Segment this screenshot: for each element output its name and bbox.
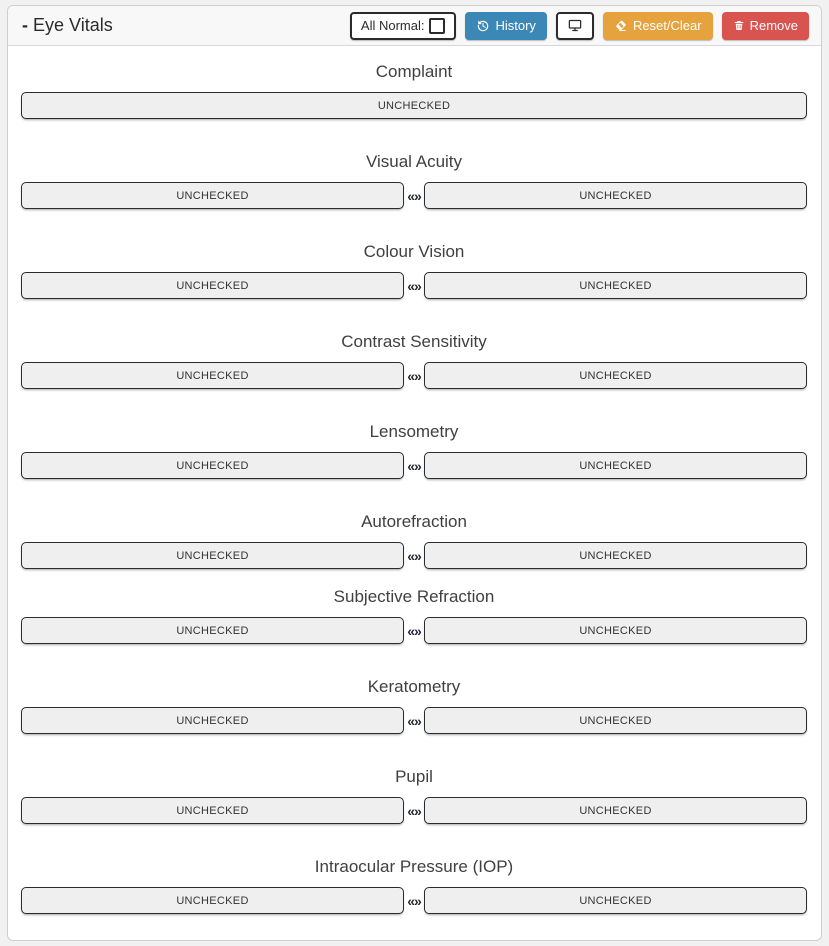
swap-eyes-icon[interactable]: «»: [407, 802, 421, 819]
history-button[interactable]: [465, 12, 546, 40]
unchecked-button-left[interactable]: UNCHECKED: [21, 797, 404, 824]
all-normal-label: All Normal:: [360, 18, 425, 33]
unchecked-button-right[interactable]: UNCHECKED: [424, 797, 807, 824]
reset-clear-label: Reset/Clear: [632, 18, 702, 33]
section-button-row: [21, 707, 807, 734]
collapse-toggle[interactable]: -: [22, 15, 28, 35]
panel-title-text: Eye Vitals: [33, 15, 113, 35]
swap-eyes-icon[interactable]: «»: [407, 457, 421, 474]
all-normal-button[interactable]: [350, 12, 457, 40]
unchecked-button-left[interactable]: UNCHECKED: [21, 362, 404, 389]
desktop-screen-icon: [567, 18, 583, 33]
all-normal-checkbox[interactable]: [429, 18, 445, 34]
vitals-section: [21, 330, 807, 389]
vitals-section: [21, 765, 807, 824]
vitals-section: [21, 240, 807, 299]
swap-eyes-icon[interactable]: «»: [407, 367, 421, 384]
unchecked-button-left[interactable]: UNCHECKED: [21, 887, 404, 914]
vitals-section: [21, 675, 807, 734]
vitals-section: [21, 420, 807, 479]
unchecked-button-left[interactable]: UNCHECKED: [21, 272, 404, 299]
section-title: Visual Acuity: [365, 152, 463, 171]
section-title: Complaint: [375, 62, 453, 81]
reset-clear-button[interactable]: [603, 12, 713, 40]
section-button-row: [21, 92, 807, 119]
section-title: Lensometry: [369, 422, 459, 441]
unchecked-button-right[interactable]: UNCHECKED: [424, 707, 807, 734]
vitals-section: [21, 855, 807, 914]
section-title: Subjective Refraction: [333, 587, 495, 606]
panel-header: [8, 6, 821, 46]
section-title: Pupil: [395, 767, 433, 786]
section-title: Intraocular Pressure (IOP): [314, 857, 514, 876]
unchecked-button-right[interactable]: UNCHECKED: [424, 272, 807, 299]
unchecked-button-right[interactable]: UNCHECKED: [424, 617, 807, 644]
swap-eyes-icon[interactable]: «»: [407, 892, 421, 909]
section-title: Keratometry: [367, 677, 461, 696]
section-button-row: [21, 272, 807, 299]
unchecked-button-left[interactable]: UNCHECKED: [21, 707, 404, 734]
screen-share-button[interactable]: [556, 12, 594, 40]
section-button-row: [21, 542, 807, 569]
vitals-section: [21, 585, 807, 644]
swap-eyes-icon[interactable]: «»: [407, 547, 421, 564]
swap-eyes-icon[interactable]: «»: [407, 187, 421, 204]
panel-title: [22, 15, 113, 36]
section-button-row: [21, 182, 807, 209]
sections-container: [8, 60, 821, 914]
vitals-section: [21, 150, 807, 209]
swap-eyes-icon[interactable]: «»: [407, 712, 421, 729]
eye-vitals-panel: [7, 5, 822, 941]
unchecked-button-left[interactable]: UNCHECKED: [21, 182, 404, 209]
remove-button[interactable]: [722, 12, 809, 40]
unchecked-button-right[interactable]: UNCHECKED: [424, 887, 807, 914]
section-button-row: [21, 617, 807, 644]
history-label: History: [495, 18, 536, 33]
section-title: Colour Vision: [363, 242, 465, 261]
section-title: Contrast Sensitivity: [341, 332, 487, 351]
section-button-row: [21, 887, 807, 914]
toolbar: [350, 12, 809, 40]
swap-eyes-icon[interactable]: «»: [407, 622, 421, 639]
unchecked-button-left[interactable]: UNCHECKED: [21, 92, 807, 119]
swap-eyes-icon[interactable]: «»: [407, 277, 421, 294]
section-title: Autorefraction: [361, 512, 467, 531]
unchecked-button-right[interactable]: UNCHECKED: [424, 542, 807, 569]
eraser-icon: [614, 19, 628, 32]
unchecked-button-left[interactable]: UNCHECKED: [21, 542, 404, 569]
unchecked-button-left[interactable]: UNCHECKED: [21, 452, 404, 479]
unchecked-button-right[interactable]: UNCHECKED: [424, 362, 807, 389]
remove-label: Remove: [749, 18, 798, 33]
section-button-row: [21, 362, 807, 389]
section-button-row: [21, 452, 807, 479]
vitals-section: [21, 510, 807, 569]
unchecked-button-right[interactable]: UNCHECKED: [424, 452, 807, 479]
unchecked-button-left[interactable]: UNCHECKED: [21, 617, 404, 644]
history-icon: [476, 19, 490, 33]
trash-icon: [733, 19, 745, 32]
unchecked-button-right[interactable]: UNCHECKED: [424, 182, 807, 209]
section-button-row: [21, 797, 807, 824]
vitals-section: [21, 60, 807, 119]
